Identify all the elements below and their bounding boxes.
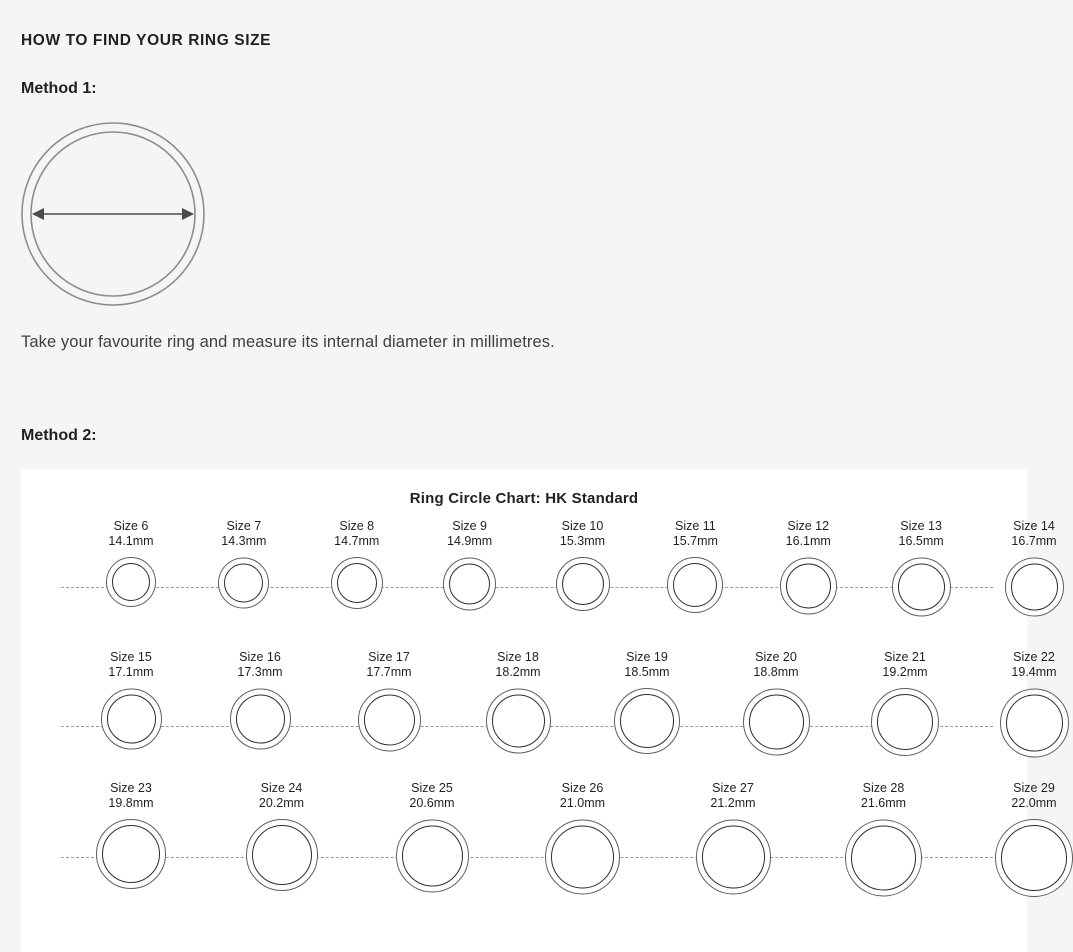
ring-circle bbox=[696, 819, 771, 894]
ring-inner-circle bbox=[877, 694, 933, 750]
ring-inner-circle bbox=[620, 694, 674, 748]
ring-diameter-label: 15.7mm bbox=[672, 534, 718, 548]
ring-size-label: Size 27 bbox=[712, 781, 754, 795]
ring-size-label: Size 9 bbox=[452, 519, 487, 533]
ring-circle bbox=[556, 557, 610, 611]
ring-size-label: Size 12 bbox=[787, 519, 830, 533]
ring-size-item bbox=[845, 781, 922, 896]
ring-circle bbox=[486, 688, 551, 753]
ring-size-item bbox=[96, 781, 166, 889]
ring-circle bbox=[545, 819, 620, 894]
ring-diameter-label: 18.2mm bbox=[495, 665, 541, 679]
ring-diameter-label: 21.2mm bbox=[710, 796, 756, 810]
ring-circle bbox=[871, 688, 939, 756]
ring-diameter-label: 17.7mm bbox=[366, 665, 412, 679]
ring-diameter-label: 19.8mm bbox=[108, 796, 154, 810]
ring-circle bbox=[106, 557, 156, 607]
ring-inner-circle bbox=[252, 825, 312, 885]
ring-size-label: Size 29 bbox=[1013, 781, 1055, 795]
ring-size-label: Size 23 bbox=[110, 781, 152, 795]
ring-circle bbox=[218, 557, 269, 608]
ring-inner-circle bbox=[402, 825, 463, 886]
ring-diameter-label: 14.3mm bbox=[221, 534, 267, 548]
ring-diameter-label: 14.1mm bbox=[108, 534, 154, 548]
ring-inner-circle bbox=[749, 694, 804, 749]
ring-size-item bbox=[396, 781, 469, 892]
ring-circle bbox=[892, 557, 951, 616]
ring-size-item bbox=[614, 650, 680, 754]
ring-inner-circle bbox=[786, 563, 831, 608]
ring-inner-circle bbox=[551, 825, 614, 888]
ring-size-label: Size 15 bbox=[110, 650, 152, 664]
chart-title: Ring Circle Chart: HK Standard bbox=[409, 490, 639, 507]
ring-circle bbox=[614, 688, 680, 754]
ring-circle bbox=[443, 557, 496, 610]
ring-size-label: Size 19 bbox=[626, 650, 668, 664]
ring-inner-circle bbox=[562, 563, 604, 605]
ring-inner-circle bbox=[492, 694, 545, 747]
ring-inner-circle bbox=[224, 563, 263, 602]
ring-size-label: Size 18 bbox=[497, 650, 539, 664]
ring-size-item bbox=[331, 519, 383, 609]
ring-circle bbox=[995, 819, 1073, 897]
method-2-label: Method 2: bbox=[21, 427, 97, 444]
ring-inner-circle bbox=[107, 694, 156, 743]
ring-size-item bbox=[1005, 519, 1064, 616]
ring-size-item bbox=[486, 650, 551, 753]
ring-size-item bbox=[106, 519, 156, 607]
ring-circle bbox=[845, 819, 922, 896]
ring-inner-circle bbox=[702, 825, 765, 888]
ring-inner-circle bbox=[1011, 563, 1058, 610]
ring-row-guide-line bbox=[61, 587, 993, 588]
ring-size-item bbox=[667, 519, 723, 613]
ring-size-label: Size 7 bbox=[226, 519, 262, 533]
ring-circle bbox=[230, 688, 291, 749]
ring-diameter-label: 14.9mm bbox=[447, 534, 493, 548]
ring-circle bbox=[1000, 688, 1069, 757]
page-title: HOW TO FIND YOUR RING SIZE bbox=[21, 32, 272, 49]
ring-circle bbox=[1005, 557, 1064, 616]
ring-circle bbox=[667, 557, 723, 613]
ring-circle bbox=[96, 819, 166, 889]
ring-size-label: Size 14 bbox=[1013, 519, 1055, 533]
method-1-label: Method 1: bbox=[21, 80, 97, 97]
ring-size-label: Size 8 bbox=[339, 519, 375, 533]
ring-size-label: Size 6 bbox=[113, 519, 149, 533]
ring-diameter-label: 19.2mm bbox=[882, 665, 928, 679]
ring-diameter-label: 18.8mm bbox=[753, 665, 799, 679]
ring-inner-circle bbox=[102, 825, 160, 883]
ring-circle bbox=[358, 688, 421, 751]
ring-chart-rows bbox=[21, 519, 1057, 912]
ring-diameter-label: 16.5mm bbox=[898, 534, 944, 548]
ring-inner-circle bbox=[1006, 694, 1063, 751]
ring-diameter-label: 21.0mm bbox=[559, 796, 606, 810]
method-1-caption: Take your favourite ring and measure its internal diameter in millimetres. bbox=[21, 333, 555, 351]
ring-inner-circle bbox=[236, 694, 285, 743]
ring-size-label: Size 16 bbox=[239, 650, 281, 664]
ring-diameter-label: 17.1mm bbox=[108, 665, 154, 679]
ring-size-label: Size 26 bbox=[561, 781, 604, 795]
ring-chart-row bbox=[21, 519, 1057, 650]
ring-diameter-label: 18.5mm bbox=[624, 665, 670, 679]
ring-circle-chart-panel bbox=[21, 469, 1057, 952]
ring-circle bbox=[246, 819, 318, 891]
ring-inner-circle bbox=[673, 563, 717, 607]
ring-size-item bbox=[443, 519, 496, 610]
ring-diameter-label: 20.6mm bbox=[409, 796, 455, 810]
ring-size-item bbox=[892, 519, 951, 616]
ring-size-item bbox=[218, 519, 269, 608]
ring-diameter-label: 20.2mm bbox=[258, 796, 305, 810]
ring-diagram-icon bbox=[18, 118, 213, 310]
ring-size-label: Size 11 bbox=[674, 519, 716, 533]
ring-circle bbox=[743, 688, 810, 755]
ring-diameter-label: 16.7mm bbox=[1011, 534, 1057, 548]
ring-size-label: Size 24 bbox=[260, 781, 303, 795]
ring-inner-circle bbox=[112, 563, 150, 601]
ring-diameter-diagram bbox=[18, 118, 213, 310]
ring-size-label: Size 10 bbox=[561, 519, 604, 533]
ring-size-item bbox=[230, 650, 291, 749]
ring-circle bbox=[101, 688, 162, 749]
ring-diameter-label: 15.3mm bbox=[559, 534, 606, 548]
ring-size-item bbox=[871, 650, 939, 756]
ring-size-label: Size 21 bbox=[884, 650, 926, 664]
ring-inner-circle bbox=[449, 563, 490, 604]
ring-size-item bbox=[696, 781, 771, 894]
ring-size-label: Size 13 bbox=[900, 519, 942, 533]
ring-diameter-label: 16.1mm bbox=[785, 534, 831, 548]
ring-size-label: Size 28 bbox=[862, 781, 905, 795]
ring-circle bbox=[331, 557, 383, 609]
ring-size-item bbox=[1000, 650, 1069, 757]
ring-size-item bbox=[995, 781, 1073, 897]
ring-inner-circle bbox=[364, 694, 415, 745]
ring-circle bbox=[780, 557, 837, 614]
ring-size-item bbox=[358, 650, 421, 751]
ring-chart-row bbox=[21, 781, 1057, 912]
ring-size-item bbox=[743, 650, 810, 755]
ring-diameter-label: 22.0mm bbox=[1011, 796, 1057, 810]
ring-diameter-label: 17.3mm bbox=[237, 665, 283, 679]
ring-size-label: Size 22 bbox=[1013, 650, 1055, 664]
ring-size-item bbox=[556, 519, 610, 611]
ring-size-label: Size 17 bbox=[368, 650, 410, 664]
ring-inner-circle bbox=[1001, 825, 1067, 891]
ring-size-label: Size 25 bbox=[411, 781, 453, 795]
ring-diameter-label: 19.4mm bbox=[1011, 665, 1057, 679]
ring-size-item bbox=[780, 519, 837, 614]
ring-size-item bbox=[101, 650, 162, 749]
ring-chart-row bbox=[21, 650, 1057, 781]
ring-diameter-label: 14.7mm bbox=[334, 534, 380, 548]
ring-size-label: Size 20 bbox=[755, 650, 797, 664]
ring-inner-circle bbox=[337, 563, 377, 603]
ring-inner-circle bbox=[898, 563, 945, 610]
ring-circle bbox=[396, 819, 469, 892]
ring-size-item bbox=[246, 781, 318, 891]
ring-diameter-label: 21.6mm bbox=[860, 796, 907, 810]
ring-inner-circle bbox=[851, 825, 916, 890]
ring-size-item bbox=[545, 781, 620, 894]
